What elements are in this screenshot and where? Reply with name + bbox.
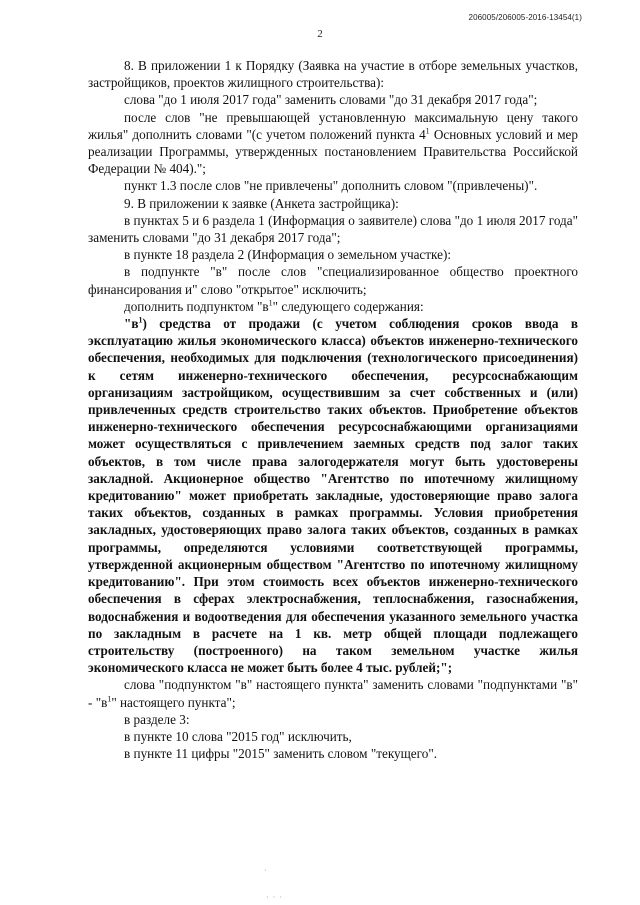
scan-mark: · (264, 866, 267, 875)
paragraph-replace-subitems (88, 676, 578, 710)
superscript: 1 (425, 126, 430, 136)
text-fragment: "в (124, 316, 139, 332)
paragraph-item-8: 8. В приложении 1 к Порядку (Заявка на участие в отборе земельных участков, застройщиков, проектов жилищного строительства): (88, 58, 578, 91)
paragraph-replace-date: слова "до 1 июля 2017 года" заменить словами "до 31 декабря 2017 года"; (124, 92, 538, 108)
superscript: 1 (138, 315, 143, 325)
text-fragment: после слов "не превышающей установленную максимальную цену такого жилья" дополнить словами "(с учетом положений пункта 4 (88, 109, 578, 142)
text-fragment: Основных условий и мер реализации Программы, утвержденных постановлением Правительства Российской Федерации № 404)."; (88, 126, 578, 177)
paragraph-item-18: в пункте 18 раздела 2 (Информация о земельном участке): (124, 247, 452, 263)
paragraph-add-words (88, 109, 578, 178)
document-body (88, 57, 578, 762)
superscript: 1 (268, 298, 273, 308)
paragraph-section-3: в разделе 3: (124, 711, 190, 727)
quoted-subitem-block (88, 315, 578, 676)
paragraph-subitem-v: в подпункте "в" после слов "специализированное общество проектного финансирования и" слово "открытое" исключить; (88, 264, 578, 297)
document-id: 206005/206005-2016-13454(1) (468, 13, 582, 22)
paragraph-add-subitem (88, 298, 578, 315)
superscript: 1 (107, 694, 112, 704)
text-fragment: слова "подпунктом "в" настоящего пункта" заменить словами "подпунктами "в" - "в (88, 677, 578, 710)
quoted-subitem-text (88, 315, 578, 676)
text-fragment: " настоящего пункта"; (111, 694, 236, 710)
text-fragment: ) средства от продажи (с учетом соблюдения сроков ввода в эксплуатацию жилья экономического класса) объектов инженерно-технического обеспечения, необходимых для подключения (технологического присоединения) к сетям инженерно-технического обеспечения, ресурсоснабжающим организациям застройщиком, осуществившим за счет собственных и (или) привлеченных средств строительство таких объектов. Приобретение объектов инженерно-технического обеспечения ресурсоснабжающими организациями может осуществляться с привлечением заемных средств под залог таких объектов, в том числе права залогодержателя могут быть удостоверены закладной. Акционерное общество "Агентство по ипотечному жилищному кредитованию" может приобретать закладные, удостоверяющие право залога таких объектов, созданных в рамках программы. Условия приобретения закладных, удостоверяющих право залога таких объектов, созданных в рамках программы, определяются условиями соответствующей программы, утвержденной акционерным обществом "Агентство по ипотечному жилищному кредитованию". При этом стоимость всех объектов инженерно-технического обеспечения в сферах электроснабжения, теплоснабжения, газоснабжения, водоснабжения и водоотведения для обеспечения указанного земельного участка по закладным в расчете на 1 кв. метр общей площади подлежащего строительству (построенного) на таком земельном участке жилья экономического класса не может быть более 4 тыс. рублей;"; (88, 316, 578, 676)
paragraph-item-1-3: пункт 1.3 после слов "не привлечены" дополнить словом "(привлечены)". (124, 178, 538, 194)
paragraph-item-11: в пункте 11 цифры "2015" заменить словом "текущего". (124, 746, 437, 762)
text-fragment: дополнить подпунктом "в (124, 298, 269, 314)
page-number: 2 (317, 28, 323, 40)
paragraph-item-10: в пункте 10 слова "2015 год" исключить, (124, 728, 352, 744)
text-fragment: " следующего содержания: (272, 298, 424, 314)
scan-dots: · · · (266, 893, 283, 902)
paragraph-sections-5-6: в пунктах 5 и 6 раздела 1 (Информация о заявителе) слова "до 1 июля 2017 года" заменить словами "до 31 декабря 2017 года"; (88, 212, 578, 246)
paragraph-item-9: 9. В приложении к заявке (Анкета застройщика): (124, 195, 399, 211)
